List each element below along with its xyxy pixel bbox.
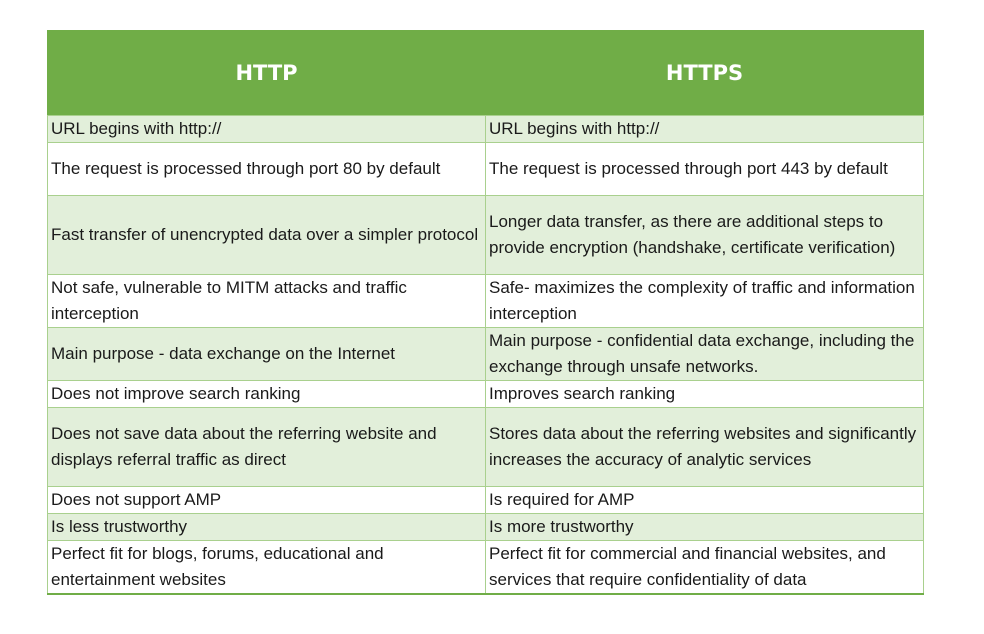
table-row [48, 116, 924, 143]
table-row [48, 275, 924, 328]
table-row [48, 541, 924, 595]
table-row [48, 196, 924, 275]
https-cell: URL begins with http:// [486, 116, 924, 143]
https-cell: Perfect fit for commercial and financial websites, and services that require confidentiality of data [486, 541, 924, 595]
table-row [48, 328, 924, 381]
http-cell: Does not support AMP [48, 487, 486, 514]
header-http: HTTP [48, 31, 486, 116]
http-cell: Perfect fit for blogs, forums, educational and entertainment websites [48, 541, 486, 595]
http-cell: Is less trustworthy [48, 514, 486, 541]
http-vs-https-table [47, 30, 924, 595]
https-cell: Main purpose - confidential data exchange, including the exchange through unsafe networks. [486, 328, 924, 381]
http-cell: Not safe, vulnerable to MITM attacks and traffic interception [48, 275, 486, 328]
table-row [48, 408, 924, 487]
https-cell: Stores data about the referring websites and significantly increases the accuracy of analytic services [486, 408, 924, 487]
http-cell: The request is processed through port 80 by default [48, 143, 486, 196]
header-row [48, 31, 924, 116]
http-cell: Does not save data about the referring website and displays referral traffic as direct [48, 408, 486, 487]
header-https: HTTPS [486, 31, 924, 116]
table-row [48, 514, 924, 541]
table-row [48, 143, 924, 196]
https-cell: Safe- maximizes the complexity of traffic and information interception [486, 275, 924, 328]
table-row [48, 381, 924, 408]
https-cell: Is required for AMP [486, 487, 924, 514]
table-row [48, 487, 924, 514]
comparison-table-container [47, 30, 923, 595]
http-cell: Does not improve search ranking [48, 381, 486, 408]
https-cell: The request is processed through port 443 by default [486, 143, 924, 196]
http-cell: URL begins with http:// [48, 116, 486, 143]
https-cell: Longer data transfer, as there are additional steps to provide encryption (handshake, certificate verification) [486, 196, 924, 275]
https-cell: Is more trustworthy [486, 514, 924, 541]
https-cell: Improves search ranking [486, 381, 924, 408]
http-cell: Main purpose - data exchange on the Internet [48, 328, 486, 381]
http-cell: Fast transfer of unencrypted data over a simpler protocol [48, 196, 486, 275]
